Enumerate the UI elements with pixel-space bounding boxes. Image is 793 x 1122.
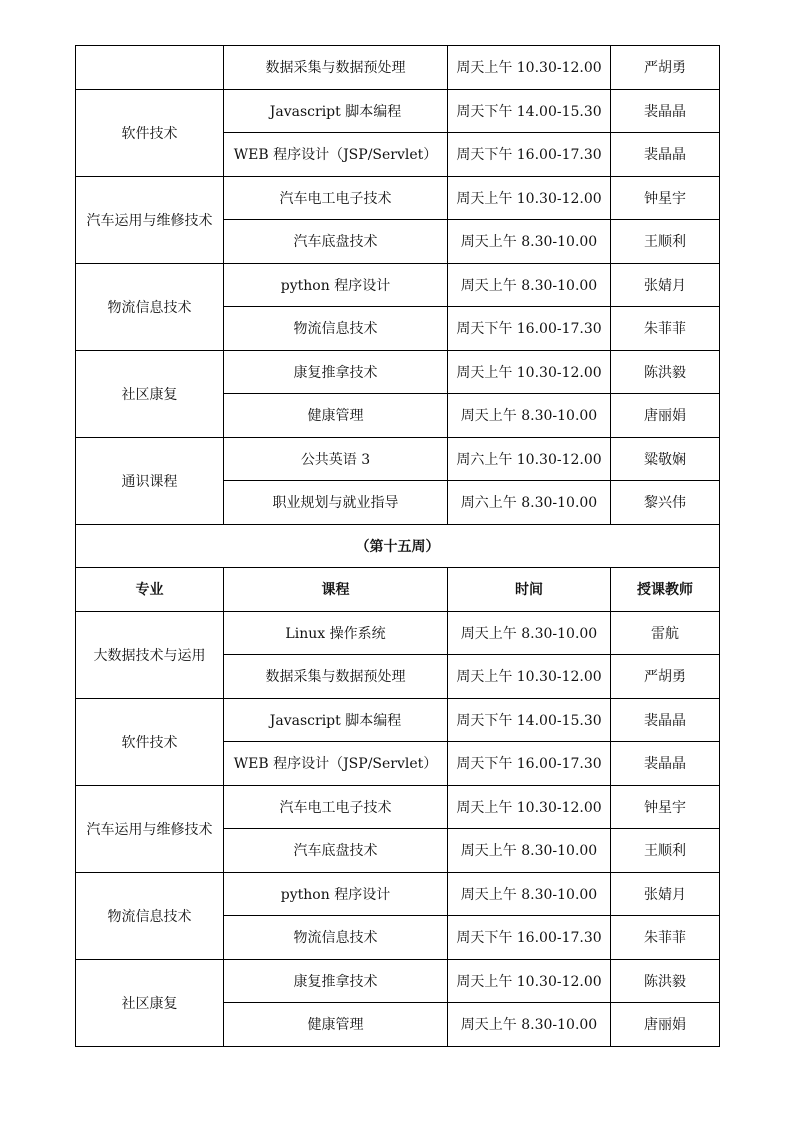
course-row [76,263,720,307]
teacher-cell: 唐丽娟 [611,394,720,438]
teacher-cell: 钟星宇 [611,176,720,220]
major-cell: 软件技术 [76,89,224,176]
time-cell: 周天上午 10.30-12.00 [448,46,611,90]
time-cell: 周六上午 10.30-12.00 [448,437,611,481]
teacher-cell: 陈洪毅 [611,959,720,1003]
header-teacher: 授课教师 [611,568,720,612]
course-cell: Linux 操作系统 [224,611,448,655]
teacher-cell: 唐丽娟 [611,1003,720,1047]
time-cell: 周天下午 16.00-17.30 [448,916,611,960]
time-cell: 周天上午 8.30-10.00 [448,263,611,307]
time-cell: 周天下午 16.00-17.30 [448,307,611,351]
schedule-block-prev-week [76,46,720,525]
course-cell: WEB 程序设计（JSP/Servlet） [224,133,448,177]
course-row [76,611,720,655]
course-cell: python 程序设计 [224,263,448,307]
teacher-cell: 裴晶晶 [611,89,720,133]
week-title-row [76,524,720,568]
header-course: 课程 [224,568,448,612]
time-cell: 周六上午 8.30-10.00 [448,481,611,525]
time-cell: 周天上午 8.30-10.00 [448,220,611,264]
week-header-block [76,524,720,611]
teacher-cell: 王顺利 [611,220,720,264]
course-row [76,437,720,481]
column-header-row [76,568,720,612]
teacher-cell: 钟星宇 [611,785,720,829]
major-cell: 物流信息技术 [76,872,224,959]
teacher-cell: 严胡勇 [611,46,720,90]
major-cell: 汽车运用与维修技术 [76,785,224,872]
course-row [76,959,720,1003]
time-cell: 周天上午 10.30-12.00 [448,350,611,394]
teacher-cell: 陈洪毅 [611,350,720,394]
teacher-cell: 裴晶晶 [611,133,720,177]
course-row [76,89,720,133]
course-row [76,350,720,394]
teacher-cell: 裴晶晶 [611,698,720,742]
header-major: 专业 [76,568,224,612]
time-cell: 周天上午 8.30-10.00 [448,611,611,655]
course-cell: 物流信息技术 [224,916,448,960]
major-cell: 汽车运用与维修技术 [76,176,224,263]
time-cell: 周天上午 8.30-10.00 [448,872,611,916]
course-cell: 汽车底盘技术 [224,829,448,873]
course-cell: 职业规划与就业指导 [224,481,448,525]
major-cell: 社区康复 [76,959,224,1046]
teacher-cell: 张婧月 [611,872,720,916]
course-cell: Javascript 脚本编程 [224,698,448,742]
course-cell: 汽车电工电子技术 [224,176,448,220]
course-cell: 康复推拿技术 [224,350,448,394]
time-cell: 周天下午 14.00-15.30 [448,698,611,742]
course-row [76,785,720,829]
course-cell: python 程序设计 [224,872,448,916]
teacher-cell: 朱菲菲 [611,916,720,960]
course-row [76,176,720,220]
time-cell: 周天上午 10.30-12.00 [448,785,611,829]
time-cell: 周天上午 8.30-10.00 [448,829,611,873]
header-time: 时间 [448,568,611,612]
course-cell: 健康管理 [224,1003,448,1047]
major-cell [76,46,224,90]
time-cell: 周天上午 10.30-12.00 [448,959,611,1003]
course-cell: 物流信息技术 [224,307,448,351]
time-cell: 周天下午 16.00-17.30 [448,133,611,177]
course-cell: 数据采集与数据预处理 [224,46,448,90]
major-cell: 物流信息技术 [76,263,224,350]
course-cell: 汽车电工电子技术 [224,785,448,829]
major-cell: 社区康复 [76,350,224,437]
teacher-cell: 雷航 [611,611,720,655]
course-cell: 康复推拿技术 [224,959,448,1003]
course-row [76,698,720,742]
course-cell: Javascript 脚本编程 [224,89,448,133]
course-row [76,872,720,916]
course-cell: 健康管理 [224,394,448,438]
teacher-cell: 王顺利 [611,829,720,873]
schedule-table [75,45,720,1047]
time-cell: 周天上午 8.30-10.00 [448,394,611,438]
course-row [76,46,720,90]
time-cell: 周天下午 16.00-17.30 [448,742,611,786]
teacher-cell: 张婧月 [611,263,720,307]
course-cell: WEB 程序设计（JSP/Servlet） [224,742,448,786]
course-cell: 公共英语 3 [224,437,448,481]
time-cell: 周天上午 10.30-12.00 [448,176,611,220]
teacher-cell: 裴晶晶 [611,742,720,786]
major-cell: 软件技术 [76,698,224,785]
time-cell: 周天上午 10.30-12.00 [448,655,611,699]
major-cell: 通识课程 [76,437,224,524]
teacher-cell: 粱敬娴 [611,437,720,481]
teacher-cell: 黎兴伟 [611,481,720,525]
course-cell: 汽车底盘技术 [224,220,448,264]
week-title: （第十五周） [76,524,720,568]
time-cell: 周天下午 14.00-15.30 [448,89,611,133]
time-cell: 周天上午 8.30-10.00 [448,1003,611,1047]
course-cell: 数据采集与数据预处理 [224,655,448,699]
teacher-cell: 朱菲菲 [611,307,720,351]
teacher-cell: 严胡勇 [611,655,720,699]
schedule-block-week-15 [76,611,720,1046]
major-cell: 大数据技术与运用 [76,611,224,698]
